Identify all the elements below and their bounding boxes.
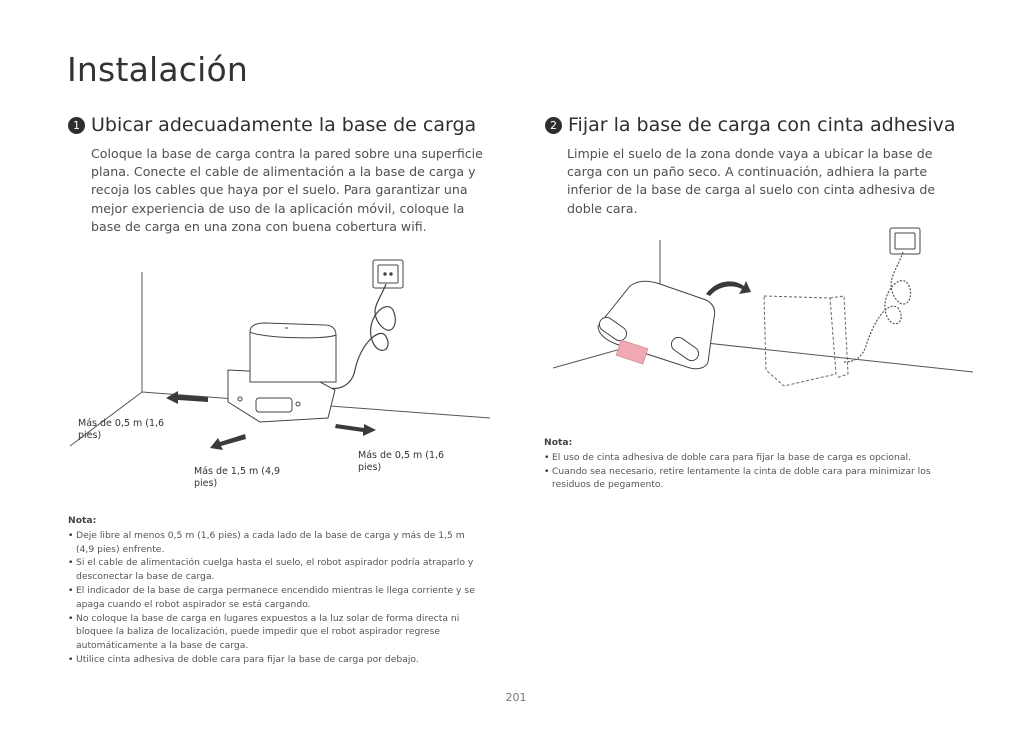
wall-outlet-icon (890, 228, 920, 254)
step-1-number-badge: 1 (68, 117, 85, 134)
wall-outlet-icon (373, 260, 403, 288)
step-1-instructions: Coloque la base de carga contra la pared sobre una superficie plana. Conecte el cable de alimentación a la base de carga y recoja los cables que haya por el suelo. Para garantizar una mejor experiencia de uso de la aplicación móvil, coloque la base de carga en una zona con buena cobertura wifi. (91, 146, 483, 234)
step-2-title: Fijar la base de carga con cinta adhesiva (568, 114, 956, 136)
front-clearance-arrow (210, 434, 246, 450)
front-clearance-label: Más de 1,5 m (4,9 pies) (194, 466, 281, 489)
note-item: • Deje libre al menos 0,5 m (1,6 pies) a cada lado de la base de carga y más de 1,5 m (4,9 pies) enfrente. (68, 529, 483, 557)
note-item: • El indicador de la base de carga permanece encendido mientras le llega corriente y se apaga cuando el robot aspirador se está cargando. (68, 584, 483, 612)
power-cable-icon (844, 252, 911, 362)
step-1-heading (68, 114, 476, 136)
page-title: Instalación (67, 50, 249, 89)
dock-underside-icon (597, 281, 715, 369)
right-clearance-arrow (335, 424, 376, 436)
note-item: • Cuando sea necesario, retire lentamente la cinta de doble cara para minimizar los residuos de pegamento. (544, 465, 969, 493)
note-title: Nota: (68, 515, 97, 526)
note-item: • El uso de cinta adhesiva de doble cara para fijar la base de carga es opcional. (544, 451, 969, 465)
note-title: Nota: (544, 437, 573, 448)
step-1-note (68, 514, 483, 667)
step-1-title: Ubicar adecuadamente la base de carga (91, 114, 477, 136)
left-clearance-label: Más de 0,5 m (1,6 pies) (78, 418, 165, 441)
placement-arrow-icon (706, 281, 751, 296)
step-2-note (544, 436, 969, 492)
step-2-heading (545, 114, 956, 136)
adhesive-tape-illustration (548, 222, 978, 397)
right-clearance-label: Más de 0,5 m (1,6 pies) (358, 450, 445, 473)
page-number: 201 (505, 691, 527, 704)
step-2-number-badge: 2 (545, 117, 562, 134)
note-item: • Utilice cinta adhesiva de doble cara para fijar la base de carga por debajo. (68, 653, 483, 667)
note-item: • Si el cable de alimentación cuelga hasta el suelo, el robot aspirador podría atraparlo y desconectar la base de carga. (68, 556, 483, 584)
dock-outline-placement (764, 296, 848, 386)
left-clearance-arrow (166, 391, 208, 404)
note-item: • No coloque la base de carga en lugares expuestos a la luz solar de forma directa ni bloquee la baliza de localización, puede impedir que el robot aspirador regrese automáticamente a la base de carga. (68, 612, 483, 653)
charging-dock-icon (228, 323, 336, 422)
step-2-instructions: Limpie el suelo de la zona donde vaya a ubicar la base de carga con un paño seco. A continuación, adhiera la parte inferior de la base de carga al suelo con cinta adhesiva de doble cara. (567, 146, 936, 216)
power-cable-icon (330, 284, 395, 388)
